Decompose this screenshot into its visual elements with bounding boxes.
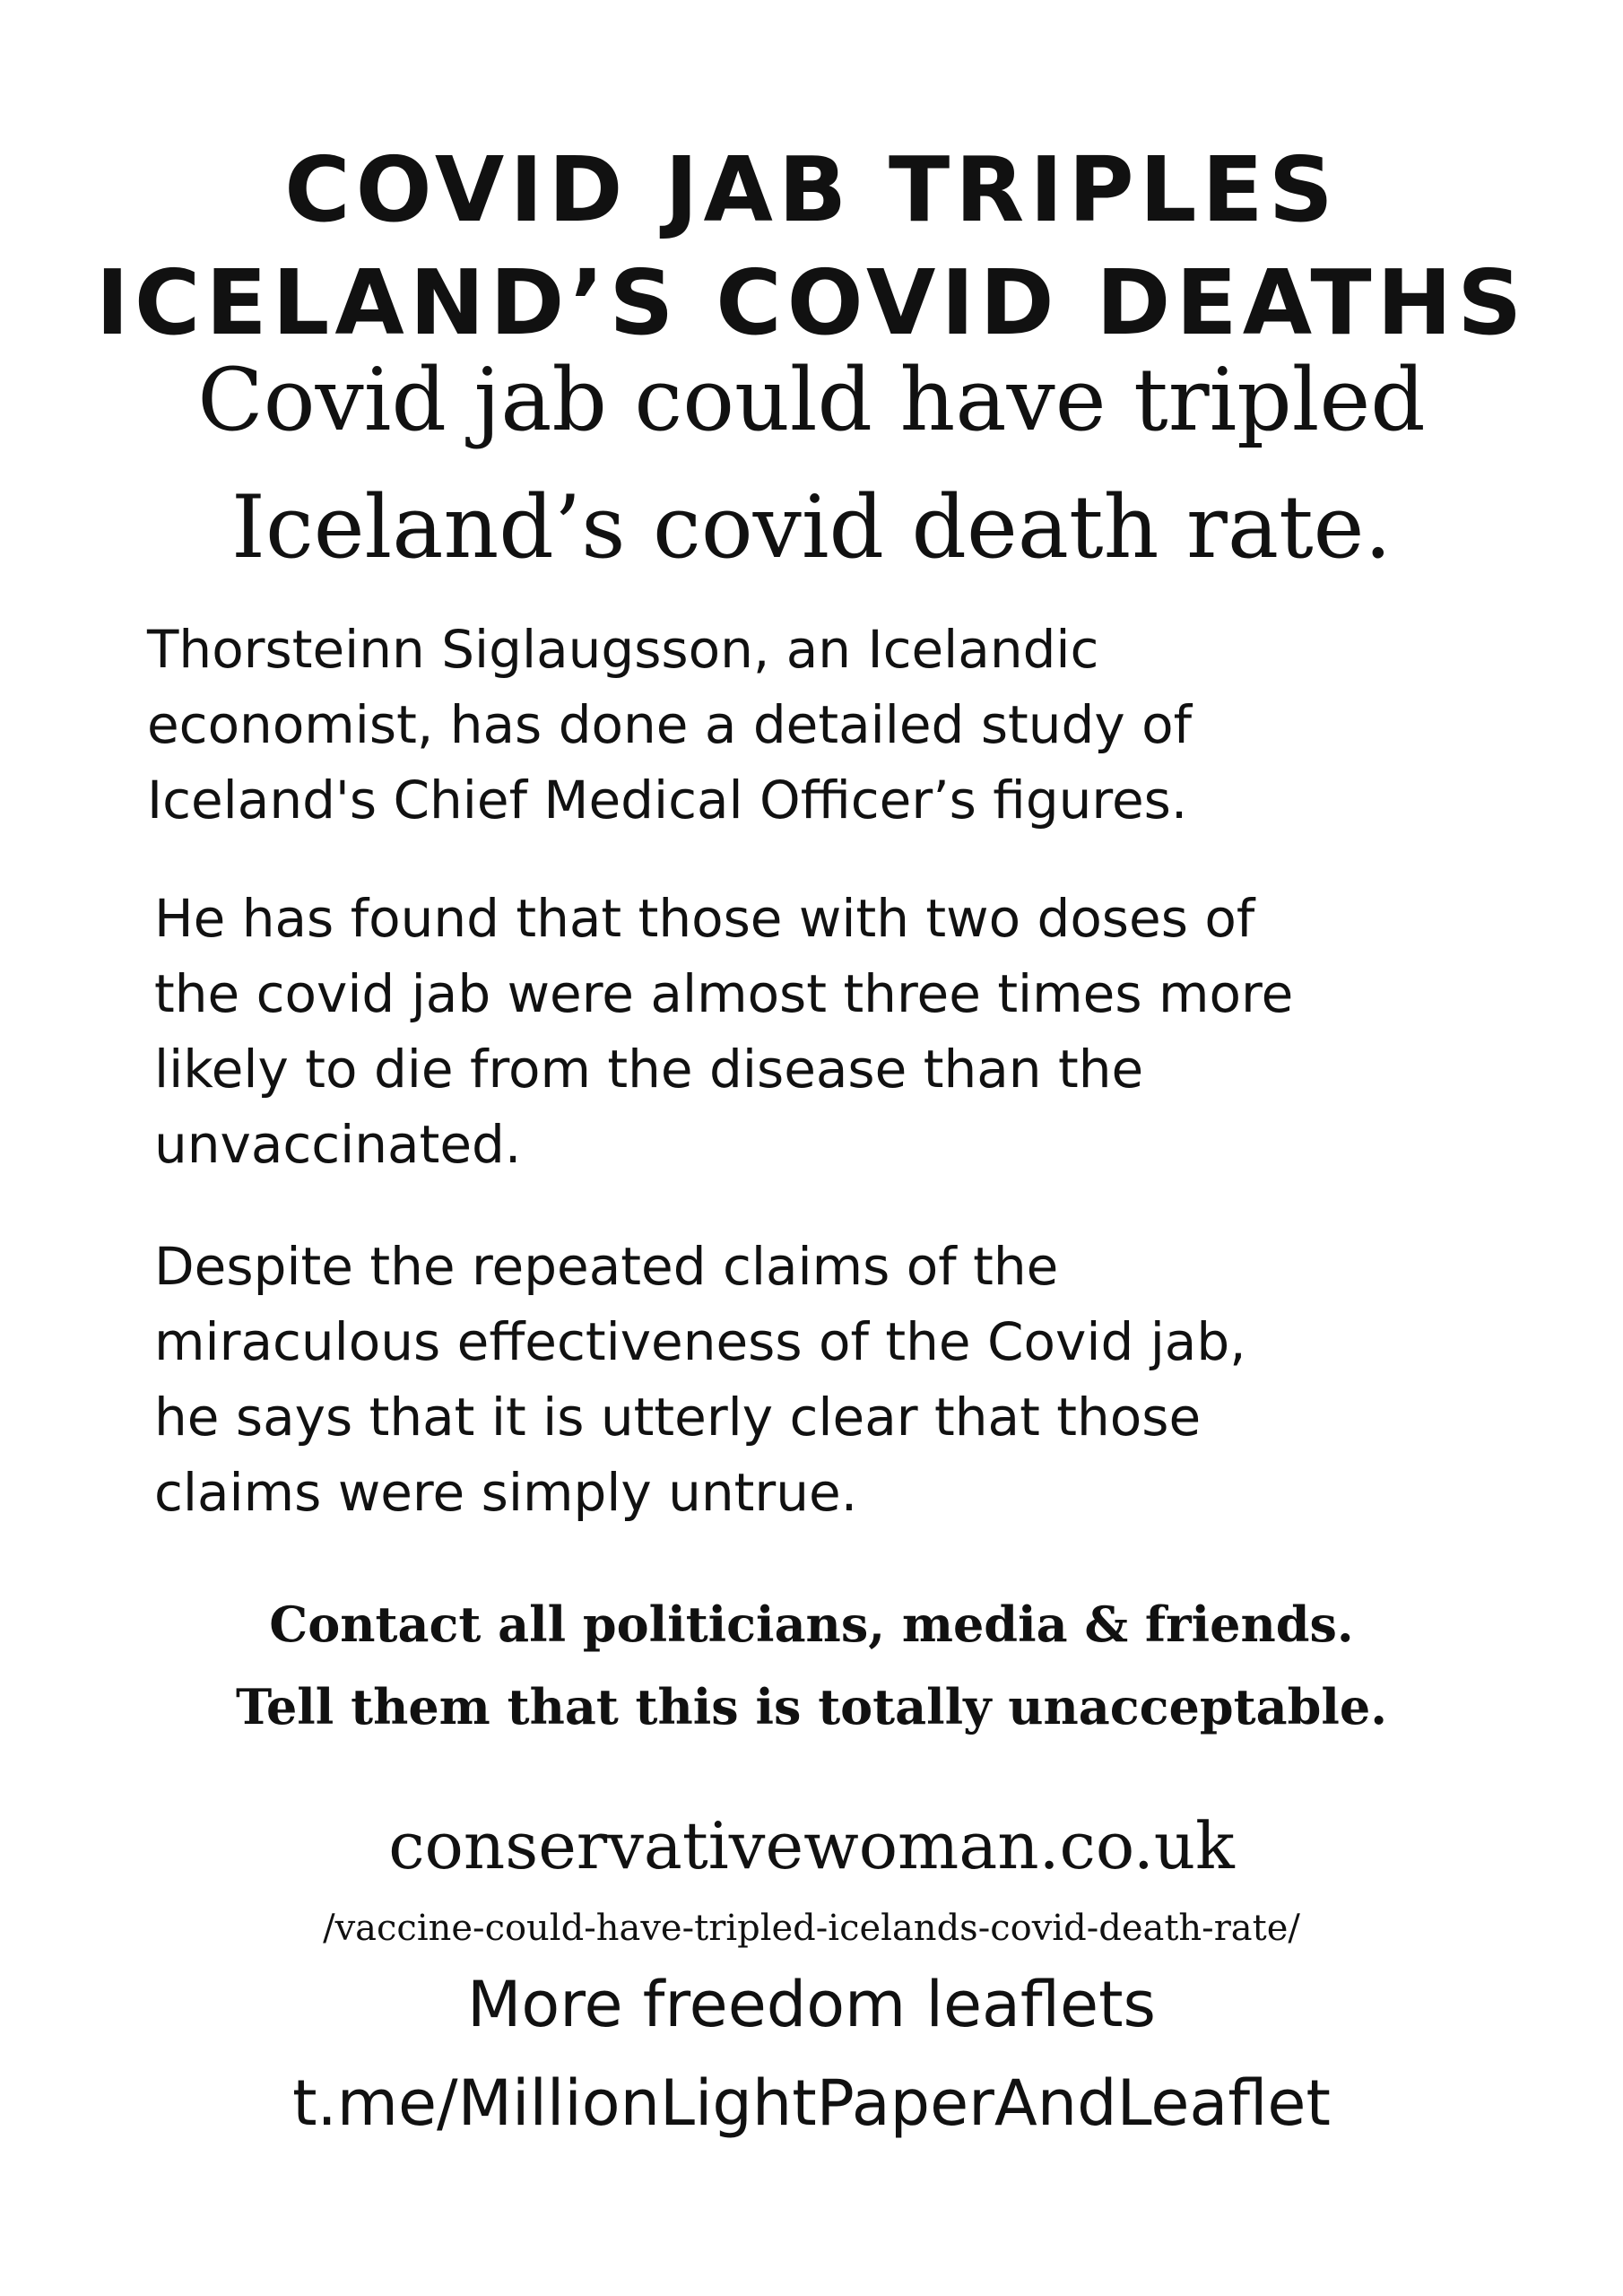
paragraph-finding <box>154 881 1293 1182</box>
paragraph-line: Thorsteinn Siglaugsson, an Icelandic <box>147 619 1099 680</box>
paragraph-line: unvaccinated. <box>154 1114 522 1175</box>
paragraph-claims <box>154 1229 1246 1530</box>
paragraph-line: miraculous effectiveness of the Covid jab, <box>154 1311 1246 1372</box>
paragraph-line: the covid jab were almost three times more <box>154 963 1294 1024</box>
source-domain: conservativewoman.co.uk <box>388 1808 1235 1883</box>
subheadline-line-2: Iceland’s covid death rate. <box>231 477 1392 578</box>
paragraph-line: likely to die from the disease than the <box>154 1039 1144 1100</box>
call-to-action-line-1: Contact all politicians, media & friends. <box>269 1596 1354 1653</box>
subheadline-line-1: Covid jab could have tripled <box>197 350 1426 450</box>
paragraph-line: he says that it is utterly clear that those <box>154 1387 1202 1448</box>
call-to-action-line-2: Tell them that this is totally unacceptable. <box>235 1678 1388 1735</box>
paragraph-line: Despite the repeated claims of the <box>154 1236 1059 1297</box>
paragraph-line: Iceland's Chief Medical Officer’s figures. <box>147 770 1188 831</box>
headline-line-2: ICELAND’S COVID DEATHS <box>95 250 1528 355</box>
paragraph-line: claims were simply untrue. <box>154 1462 858 1523</box>
headline-line-1: COVID JAB TRIPLES <box>284 137 1339 242</box>
footer-line-1: More freedom leaflets <box>467 1968 1156 2041</box>
footer-telegram-link: t.me/MillionLightPaperAndLeaflet <box>292 2066 1331 2140</box>
paragraph-line: He has found that those with two doses of <box>154 888 1255 949</box>
source-path: /vaccine-could-have-tripled-icelands-covid-death-rate/ <box>323 1908 1300 1949</box>
paragraph-line: economist, has done a detailed study of <box>147 694 1193 755</box>
paragraph-study <box>147 612 1192 838</box>
